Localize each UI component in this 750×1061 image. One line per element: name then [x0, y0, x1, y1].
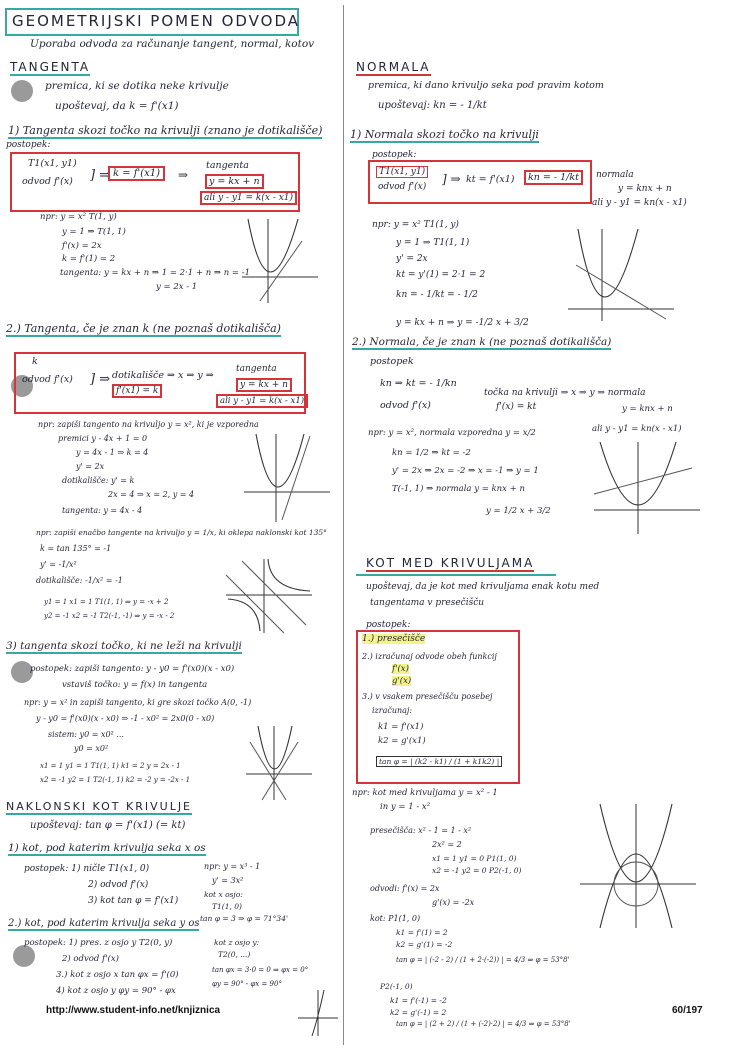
tangenta-def-2: upoštevaj, da k = f'(x1) — [55, 100, 179, 112]
example-line: npr: y = x², normala vzporedna y = x/2 — [368, 428, 536, 438]
example-line: postopek: zapiši tangento: y - y0 = f'(x0)(x - x0) — [30, 664, 235, 674]
example-line: y = 1 ⇒ T1(1, 1) — [396, 238, 470, 248]
tangenta-case1-title: 1) Tangenta skozi točko na krivulji (znano je dotikališče) — [8, 124, 323, 137]
step-line: kn ⇒ kt = - 1/kn — [380, 378, 457, 389]
example-line: y0 = x0² — [74, 744, 109, 753]
tangenta-case2-box-r1: tangenta — [236, 364, 277, 374]
graph-naklonski — [296, 988, 340, 1038]
example-line: y2 = -1 x2 = -1 T2(-1, -1) ⇒ y = -x - 2 — [44, 612, 175, 620]
graph-normala-1 — [566, 225, 676, 325]
example-line: npr: zapiši enačbo tangente na krivuljo y = 1/x, ki oklepa naklonski kot 135° — [36, 528, 327, 537]
tangenta-case1-box-r3: ali y - y1 = k(x - x1) — [200, 191, 297, 205]
page-title: GEOMETRIJSKI POMEN ODVODA — [12, 12, 301, 30]
step-line: izračunaj: — [372, 706, 413, 715]
example-line: y = 4x - 1 ⇒ k = 4 — [76, 448, 149, 457]
footer-page-number: 60/197 — [672, 1005, 703, 1016]
example-line: npr: y = x² in zapiši tangento, ki gre skozi točko A(0, -1) — [24, 698, 252, 707]
step-line: k2 = g'(x1) — [378, 736, 426, 746]
tangenta-case1-box-l2: odvod f'(x) — [22, 176, 73, 187]
graph-tangenta-4 — [244, 722, 314, 802]
step-line: 4) kot z osjo y φy = 90° - φx — [56, 986, 176, 996]
normala-case1-box-l2: odvod f'(x) — [378, 182, 427, 192]
example-line: kot x osjo: — [204, 890, 243, 899]
example-line: odvodi: f'(x) = 2x — [370, 884, 440, 893]
tangenta-case1-box-mid: k = f'(x1) — [108, 166, 165, 181]
example-line: tan φ = 3 ⇒ φ = 71°34' — [200, 914, 289, 923]
tangenta-case2-box-mid1: dotikališče ⇒ x ⇒ y ⇒ — [112, 370, 214, 381]
step-line: f'(x) — [392, 664, 409, 674]
example-line: npr: y = x³ - 1 — [204, 862, 261, 871]
example-line: x2 = -1 y2 = 1 T2(-1, 1) k2 = -2 y = -2x - 1 — [40, 776, 191, 784]
tangenta-case2-box-l1: k — [32, 356, 38, 367]
normala-case1-box-mid: kt = f'(x1) — [466, 174, 515, 185]
step-line: ali y - y1 = kn(x - x1) — [592, 424, 682, 434]
example-line: vstaviš točko: y = f(x) in tangenta — [62, 680, 208, 690]
footer-url[interactable]: http://www.student-info.net/knjiznica — [46, 1005, 221, 1016]
example-line: y = 1/2 x + 3/2 — [486, 506, 551, 516]
tangenta-def-1: premica, ki se dotika neke krivulje — [45, 80, 229, 92]
example-line: y - y0 = f'(x0)(x - x0) ⇒ -1 - x0² = 2x0(0 - x0) — [36, 714, 215, 723]
normala-def-2: upoštevaj: kn = - 1/kt — [378, 100, 487, 111]
example-line: y' = 3x² — [212, 876, 244, 885]
normala-case1-arrow: ] ⇒ — [442, 172, 461, 186]
example-line: kn = 1/2 ⇒ kt = -2 — [392, 448, 471, 458]
step-line: 1.) presečišče — [362, 634, 426, 644]
step-line: 3.) v vsakem presečišču posebej — [362, 692, 493, 701]
normala-case1-title: 1) Normala skozi točko na krivulji — [350, 128, 539, 141]
tangenta-case1-box-l1: T1(x1, y1) — [28, 158, 77, 169]
example-line: y' = 2x ⇒ 2x = -2 ⇒ x = -1 ⇒ y = 1 — [392, 466, 539, 476]
example-line: k = f'(1) = 2 — [62, 254, 116, 264]
example-line: npr: zapiši tangento na krivuljo y = x², ki je vzporedna — [38, 420, 259, 429]
example-line: dotikališče: -1/x² = -1 — [36, 576, 123, 585]
heading-tangenta: TANGENTA — [10, 60, 91, 74]
example-line: x1 = 1 y1 = 0 P1(1, 0) — [432, 854, 517, 863]
example-line: y' = -1/x² — [40, 560, 77, 569]
step-line: 3) kot tan φ = f'(x1) — [88, 896, 179, 906]
heading-normala: NORMALA — [356, 60, 431, 74]
kot-postopek: postopek: — [366, 620, 411, 630]
tangenta-case1-box-r1: tangenta — [206, 160, 249, 171]
normala-case1-box-r3: ali y - y1 = kn(x - x1) — [592, 198, 687, 208]
normala-case2-title: 2.) Normala, če je znan k (ne poznaš dotikališča) — [352, 336, 612, 348]
tangenta-case1-arrow: ] ⇒ — [90, 168, 111, 183]
heading-kot-med-krivuljama: KOT MED KRIVULJAMA — [366, 556, 535, 570]
example-line: y' = 2x — [396, 254, 428, 264]
example-line: φy = 90° - φx = 90° — [212, 980, 282, 988]
example-line: tan φ = | (2 + 2) / (1 + (-2)·2) | = 4/3 ⇒ φ = 53°8' — [396, 1020, 571, 1028]
heading-naklonski-kot: NAKLONSKI KOT KRIVULJE — [6, 800, 193, 813]
step-line: g'(x) — [392, 676, 412, 686]
tangenta-case2-box-r2: y = kx + n — [236, 378, 292, 392]
normala-case1-box-r2: y = knx + n — [618, 184, 672, 194]
normala-case1-box-l1: T1(x1, y1) — [376, 166, 428, 178]
example-line: y = kx + n ⇒ y = -1/2 x + 3/2 — [396, 318, 529, 328]
example-line: 2x = 4 ⇒ x = 2, y = 4 — [108, 490, 195, 499]
example-line: x1 = 1 y1 = 1 T1(1, 1) k1 = 2 y = 2x - 1 — [40, 762, 181, 770]
step-line: f'(x) = kt — [496, 402, 537, 412]
step-line: 2) odvod f'(x) — [88, 880, 149, 890]
tangenta-case1-postopek: postopek: — [6, 140, 51, 150]
example-line: f'(x) = 2x — [62, 241, 102, 251]
example-line: presečišča: x² - 1 = 1 - x² — [370, 826, 472, 835]
example-line: k2 = g'(-1) = 2 — [390, 1008, 447, 1017]
step-line: 2.) izračunaj odvode obeh funkcij — [362, 652, 497, 661]
example-line: dotikališče: y' = k — [62, 476, 135, 485]
tangenta-case2-box-l2: odvod f'(x) — [22, 374, 73, 385]
step-line: 3.) kot z osjo x tan φx = f'(0) — [56, 970, 179, 980]
graph-tangenta-3 — [224, 555, 314, 635]
normala-def-1: premica, ki dano krivuljo seka pod pravim kotom — [368, 80, 604, 91]
example-line: kot: P1(1, 0) — [370, 914, 421, 923]
example-line: premici y - 4x + 1 = 0 — [58, 434, 148, 443]
tangenta-case1-box-r2: y = kx + n — [205, 174, 264, 189]
example-line: x2 = -1 y2 = 0 P2(-1, 0) — [432, 866, 522, 875]
example-line: npr: y = x² T1(1, y) — [372, 220, 459, 230]
example-line: npr: kot med krivuljama y = x² - 1 — [352, 788, 498, 798]
example-line: T(-1, 1) ⇒ normala y = knx + n — [392, 484, 525, 494]
example-line: T1(1, 0) — [212, 902, 242, 911]
normala-case2-postopek: postopek — [370, 356, 414, 367]
step-line: tan φ = | (k2 - k1) / (1 + k1k2) | — [376, 756, 502, 767]
example-line: P2(-1, 0) — [380, 982, 413, 991]
normala-case1-box-r1: normala — [596, 170, 634, 180]
example-line: sistem: y0 = x0² ... — [48, 730, 124, 739]
column-divider — [343, 5, 344, 1045]
binder-hole-4 — [13, 945, 35, 967]
naklonski-case2-title: 2.) kot, pod katerim krivulja seka y os — [8, 918, 200, 929]
tangenta-case2-box-mid2: f'(x1) = k — [112, 384, 162, 398]
example-line: 2x² = 2 — [432, 840, 462, 849]
example-line: tan φ = | (-2 - 2) / (1 + 2·(-2)) | = 4/3 ⇒ φ = 53°8' — [396, 956, 570, 964]
naklonski-case1-title: 1) kot, pod katerim krivulja seka x os — [8, 842, 206, 854]
page-subtitle: Uporaba odvoda za računanje tangent, normal, kotov — [30, 38, 315, 50]
step-line: postopek: 1) ničle T1(x1, 0) — [24, 864, 150, 874]
step-line: postopek: 1) pres. z osjo y T2(0, y) — [24, 938, 173, 948]
step-line: odvod f'(x) — [380, 400, 431, 411]
example-line: in y = 1 - x² — [380, 802, 431, 812]
example-line: y = 2x - 1 — [156, 282, 198, 292]
example-line: tangenta: y = 4x - 4 — [62, 506, 143, 515]
example-line: kt = y'(1) = 2·1 = 2 — [396, 270, 486, 280]
normala-case1-postopek: postopek: — [372, 150, 417, 160]
tangenta-case3-title: 3) tangenta skozi točko, ki ne leži na krivulji — [6, 640, 242, 652]
step-line: k1 = f'(x1) — [378, 722, 424, 732]
naklonski-def: upoštevaj: tan φ = f'(x1) (= kt) — [30, 820, 186, 831]
example-line: k2 = g'(1) = -2 — [396, 940, 453, 949]
normala-case1-box-red: kn = - 1/kt — [524, 170, 583, 185]
example-line: y' = 2x — [76, 462, 105, 471]
tangenta-case1-arrow2: ⇒ — [178, 168, 189, 182]
example-line: kot z osjo y: — [214, 938, 260, 947]
step-line: točka na krivulji ⇒ x ⇒ y ⇒ normala — [484, 388, 646, 398]
kot-def-1: upoštevaj, da je kot med krivuljama enak kotu med — [366, 582, 600, 592]
example-line: kn = - 1/kt = - 1/2 — [396, 290, 478, 300]
example-line: npr: y = x² T(1, y) — [40, 212, 117, 222]
example-line: g'(x) = -2x — [432, 898, 475, 907]
graph-normala-2 — [592, 438, 702, 538]
tangenta-case2-box-r3: ali y - y1 = k(x - x1) — [216, 394, 308, 408]
tangenta-case2-arrow: ] ⇒ — [90, 372, 111, 387]
example-line: y1 = 1 x1 = 1 T1(1, 1) ⇒ y = -x + 2 — [44, 598, 169, 606]
graph-kot — [578, 800, 698, 930]
binder-hole-1 — [11, 80, 33, 102]
example-line: k = tan 135° = -1 — [40, 544, 112, 553]
example-line: k1 = f'(-1) = -2 — [390, 996, 447, 1005]
example-line: tan φx = 3·0 = 0 ⇒ φx = 0° — [212, 966, 309, 974]
step-line: 2) odvod f'(x) — [62, 954, 119, 964]
step-line: y = knx + n — [622, 404, 673, 414]
kot-def-2: tangentama v presečišču — [370, 598, 485, 608]
example-line: y = 1 ⇒ T(1, 1) — [62, 227, 126, 237]
example-line: k1 = f'(1) = 2 — [396, 928, 448, 937]
tangenta-case2-title: 2.) Tangenta, če je znan k (ne poznaš dotikališča) — [6, 322, 281, 335]
kot-heading-underline — [356, 574, 556, 576]
example-line: T2(0, ...) — [218, 950, 251, 959]
graph-tangenta-1 — [240, 215, 320, 305]
example-line: tangenta: y = kx + n ⇒ 1 = 2·1 + n ⇒ n = -1 — [60, 268, 251, 278]
graph-tangenta-2 — [242, 430, 332, 525]
